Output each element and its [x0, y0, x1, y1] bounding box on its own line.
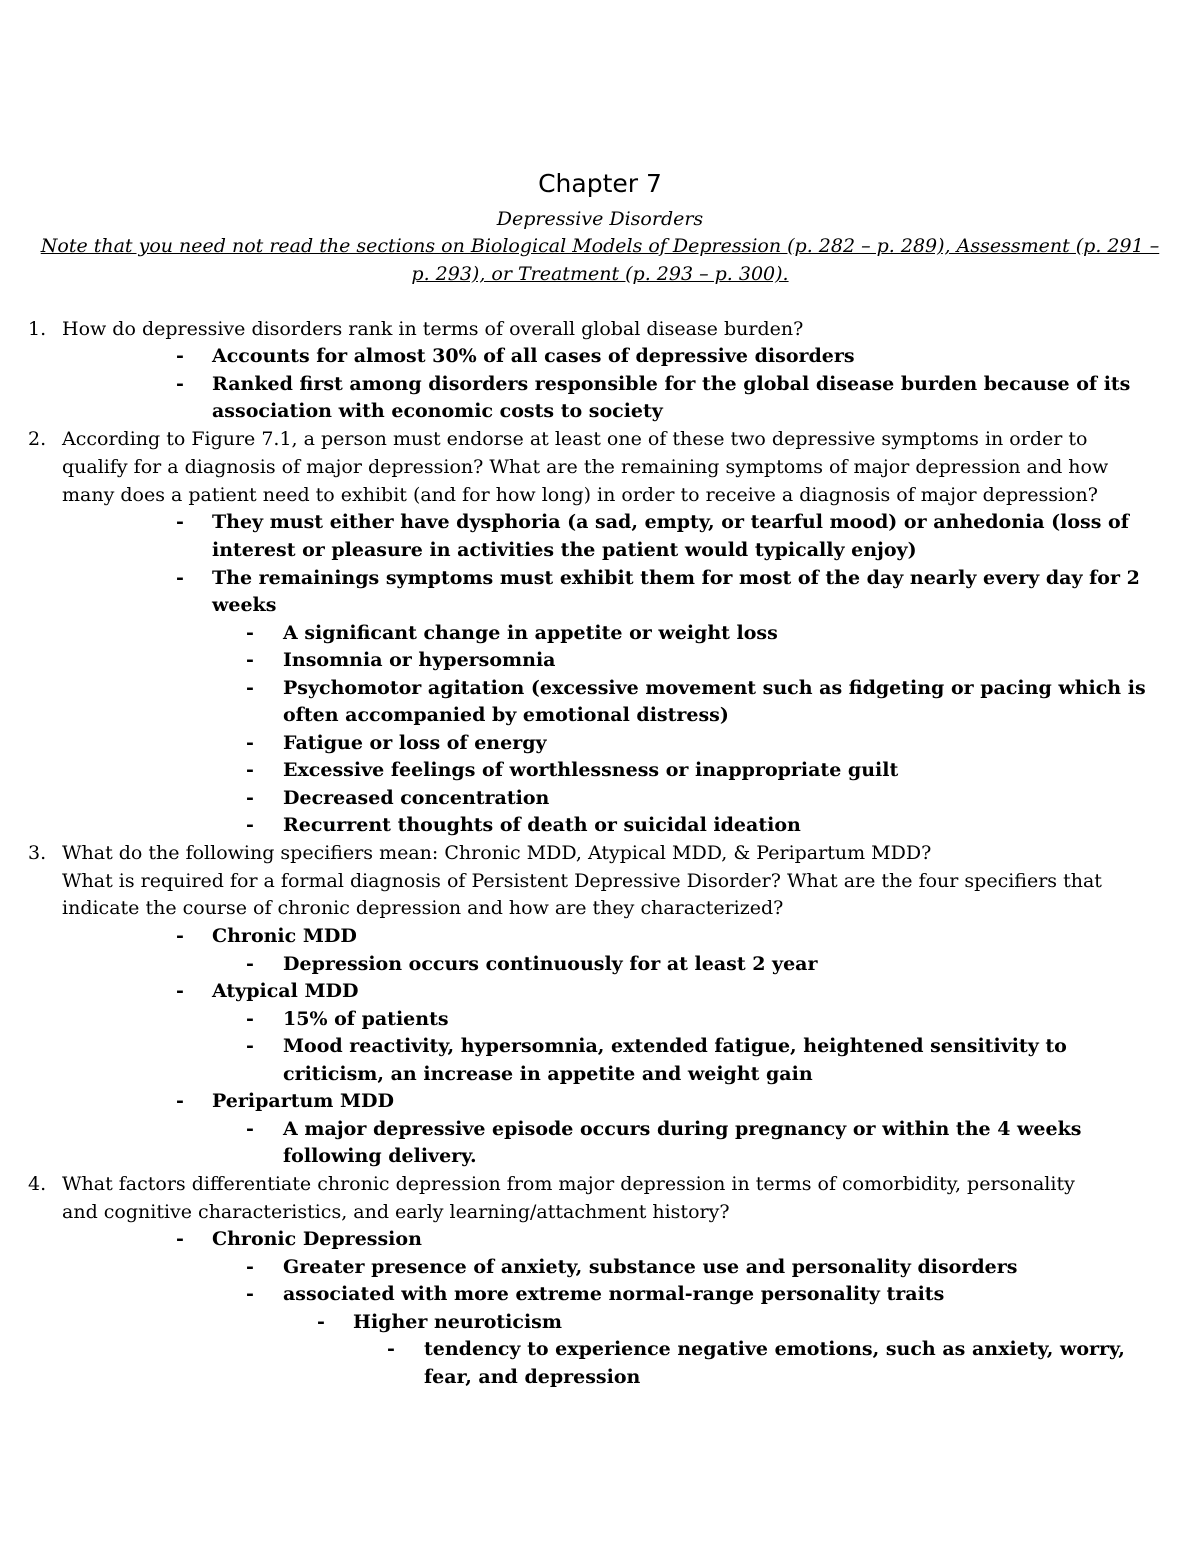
symptom-item-continued: often accompanied by emotional distress): [283, 704, 729, 726]
bullet-dash: -: [246, 787, 254, 809]
question-number: 3.: [28, 842, 47, 864]
question-text: What do the following specifiers mean: Chronic MDD, Atypical MDD, & Peripartum MDD?: [62, 842, 932, 864]
bullet-dash: -: [246, 759, 254, 781]
bullet-dash: -: [246, 1008, 254, 1030]
question-number: 4.: [28, 1173, 47, 1195]
bullet-dash: -: [387, 1338, 395, 1360]
answer-item: Accounts for almost 30% of all cases of depressive disorders: [212, 345, 855, 367]
question-text: and cognitive characteristics, and early learning/attachment history?: [62, 1201, 730, 1223]
specifier-detail: 15% of patients: [283, 1008, 449, 1030]
reading-note: [36, 232, 1164, 288]
symptom-item: Recurrent thoughts of death or suicidal ideation: [283, 814, 801, 836]
question-text: How do depressive disorders rank in terms of overall global disease burden?: [62, 318, 804, 340]
answer-item: The remainings symptoms must exhibit them for most of the day nearly every day for 2: [212, 567, 1140, 589]
bullet-dash: -: [246, 1035, 254, 1057]
trait-detail-continued: fear, and depression: [424, 1366, 641, 1388]
bullet-dash: -: [176, 1090, 184, 1112]
bullet-dash: -: [246, 814, 254, 836]
factor-label: Chronic Depression: [212, 1228, 422, 1250]
symptom-item: Decreased concentration: [283, 787, 550, 809]
bullet-dash: -: [176, 511, 184, 533]
specifier-detail: Mood reactivity, hypersomnia, extended fatigue, heightened sensitivity to: [283, 1035, 1067, 1057]
symptom-item: A significant change in appetite or weight loss: [283, 622, 778, 644]
specifier-detail: Depression occurs continuously for at least 2 year: [283, 953, 818, 975]
bullet-dash: -: [246, 732, 254, 754]
trait-detail: tendency to experience negative emotions, such as anxiety, worry,: [424, 1338, 1125, 1360]
reading-note-line: p. 293), or Treatment (p. 293 – p. 300).: [411, 263, 789, 285]
question-text: According to Figure 7.1, a person must endorse at least one of these two depressive symptoms in order to: [62, 428, 1088, 450]
bullet-dash: -: [246, 1256, 254, 1278]
specifier-label: Peripartum MDD: [212, 1090, 394, 1112]
answer-item: Ranked first among disorders responsible for the global disease burden because of its: [212, 373, 1131, 395]
factor-detail: associated with more extreme normal-range personality traits: [283, 1283, 945, 1305]
specifier-detail-continued: criticism, an increase in appetite and weight gain: [283, 1063, 813, 1085]
bullet-dash: -: [176, 980, 184, 1002]
bullet-dash: -: [176, 345, 184, 367]
bullet-dash: -: [176, 925, 184, 947]
bullet-dash: -: [176, 1228, 184, 1250]
bullet-dash: -: [176, 567, 184, 589]
answer-item-continued: weeks: [212, 594, 277, 616]
bullet-dash: -: [176, 373, 184, 395]
bullet-dash: -: [246, 677, 254, 699]
symptom-item: Excessive feelings of worthlessness or inappropriate guilt: [283, 759, 899, 781]
specifier-label: Chronic MDD: [212, 925, 357, 947]
question-number: 1.: [28, 318, 47, 340]
answer-item: They must either have dysphoria (a sad, empty, or tearful mood) or anhedonia (loss of: [212, 511, 1129, 533]
question-number: 2.: [28, 428, 47, 450]
question-text: What is required for a formal diagnosis of Persistent Depressive Disorder? What are the four specifiers that: [62, 870, 1102, 892]
question-text: indicate the course of chronic depression and how are they characterized?: [62, 897, 784, 919]
reading-note-line: Note that you need not read the sections on Biological Models of Depression (p. 282 – p. 289), Assessment (p. 291 –: [40, 235, 1160, 257]
symptom-item: Psychomotor agitation (excessive movement such as fidgeting or pacing which is: [283, 677, 1146, 699]
answer-item-continued: interest or pleasure in activities the patient would typically enjoy): [212, 539, 917, 561]
bullet-dash: -: [246, 622, 254, 644]
specifier-detail-continued: following delivery.: [283, 1145, 477, 1167]
bullet-dash: -: [246, 953, 254, 975]
symptom-item: Fatigue or loss of energy: [283, 732, 547, 754]
factor-detail: Greater presence of anxiety, substance use and personality disorders: [283, 1256, 1018, 1278]
symptom-item: Insomnia or hypersomnia: [283, 649, 556, 671]
trait-label: Higher neuroticism: [353, 1311, 562, 1333]
bullet-dash: -: [246, 1118, 254, 1140]
bullet-dash: -: [246, 649, 254, 671]
chapter-subtitle: Depressive Disorders: [496, 208, 704, 230]
answer-item-continued: association with economic costs to society: [212, 400, 663, 422]
specifier-label: Atypical MDD: [212, 980, 359, 1002]
chapter-title: Chapter 7: [538, 169, 662, 198]
question-text: What factors differentiate chronic depression from major depression in terms of comorbidity, personality: [62, 1173, 1075, 1195]
specifier-detail: A major depressive episode occurs during pregnancy or within the 4 weeks: [283, 1118, 1082, 1140]
bullet-dash: -: [246, 1283, 254, 1305]
question-text: qualify for a diagnosis of major depression? What are the remaining symptoms of major depression and how: [62, 456, 1109, 478]
question-text: many does a patient need to exhibit (and for how long) in order to receive a diagnosis of major depression?: [62, 484, 1098, 506]
bullet-dash: -: [317, 1311, 325, 1333]
